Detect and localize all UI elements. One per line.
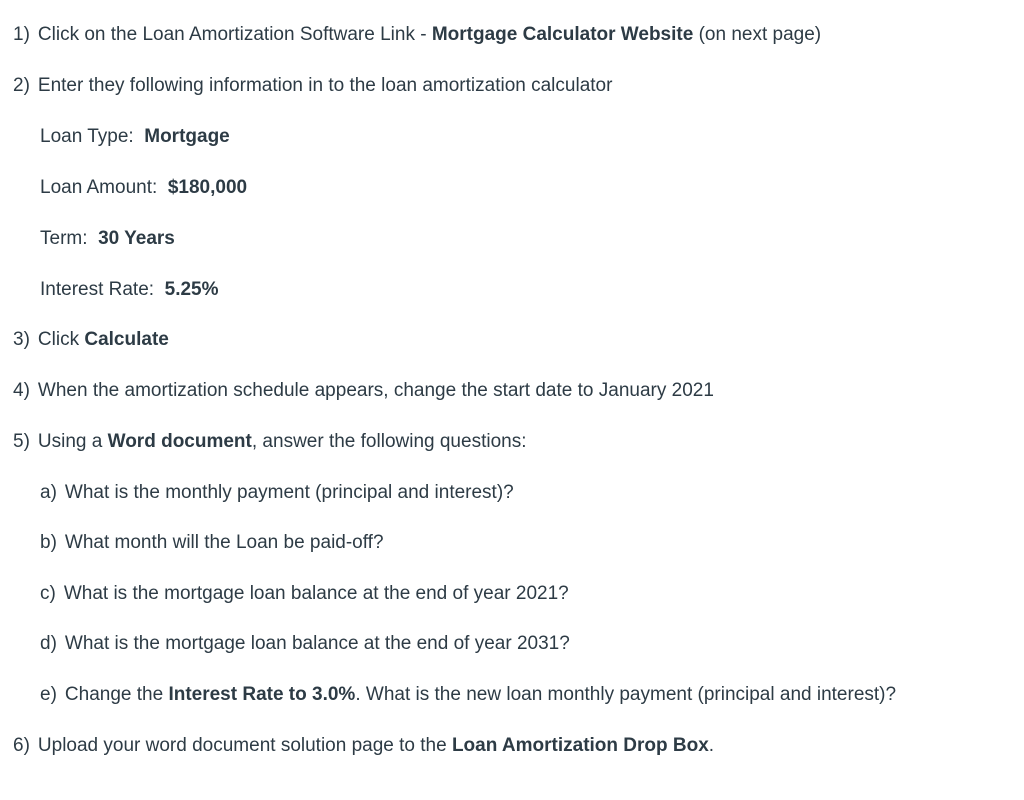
calculator-link-name: Mortgage Calculator Website [431,24,694,45]
step-2 [13,74,612,98]
step-4 [13,379,714,403]
question-c [40,582,569,606]
question-d [40,632,570,656]
loan-amount-value: $180,000 [167,177,248,198]
question-text: What is the mortgage loan balance at the end of year 2021? [63,583,569,604]
step-text: Upload your word document solution page to the [37,735,452,756]
loan-type-row [40,125,230,149]
step-text-suffix: , answer the following questions: [251,431,527,452]
loan-amount-label: Loan Amount: [40,177,158,198]
step-number: 5) [13,431,30,452]
question-letter: e) [40,684,57,705]
term-row [40,227,175,251]
term-label: Term: [40,228,88,249]
question-text: What month will the Loan be paid-off? [64,532,384,553]
loan-type-label: Loan Type: [40,126,134,147]
interest-rate-label: Interest Rate: [40,279,155,300]
step-number: 2) [13,75,30,96]
term-value: 30 Years [98,228,175,249]
step-text: Click on the Loan Amortization Software Link - [37,24,432,45]
question-b [40,531,384,555]
step-text-suffix: . [708,735,715,756]
question-text: Change the [64,684,169,705]
question-letter: d) [40,633,57,654]
interest-rate-row [40,278,219,302]
step-3 [13,328,169,352]
calculate-label: Calculate [84,329,169,350]
step-text: Enter they following information in to the loan amortization calculator [37,75,613,96]
loan-type-value: Mortgage [144,126,230,147]
question-letter: a) [40,482,57,503]
step-number: 4) [13,380,30,401]
drop-box-label: Loan Amortization Drop Box [451,735,709,756]
question-text-suffix: . What is the new loan monthly payment (principal and interest)? [355,684,897,705]
step-text-suffix: (on next page) [693,24,822,45]
question-letter: c) [40,583,56,604]
interest-rate-value: 5.25% [164,279,219,300]
question-letter: b) [40,532,57,553]
step-number: 1) [13,24,30,45]
question-text: What is the mortgage loan balance at the end of year 2031? [64,633,570,654]
step-number: 6) [13,735,30,756]
step-1 [13,23,821,47]
question-a [40,481,514,505]
step-5 [13,430,526,454]
word-document-label: Word document [107,431,252,452]
question-e [40,683,896,707]
question-text: What is the monthly payment (principal and interest)? [64,482,514,503]
step-text: When the amortization schedule appears, change the start date to January 2021 [37,380,714,401]
step-text: Using a [37,431,108,452]
interest-rate-change-label: Interest Rate to 3.0% [168,684,356,705]
step-text: Click [37,329,85,350]
loan-amount-row [40,176,247,200]
step-6 [13,734,714,758]
step-number: 3) [13,329,30,350]
